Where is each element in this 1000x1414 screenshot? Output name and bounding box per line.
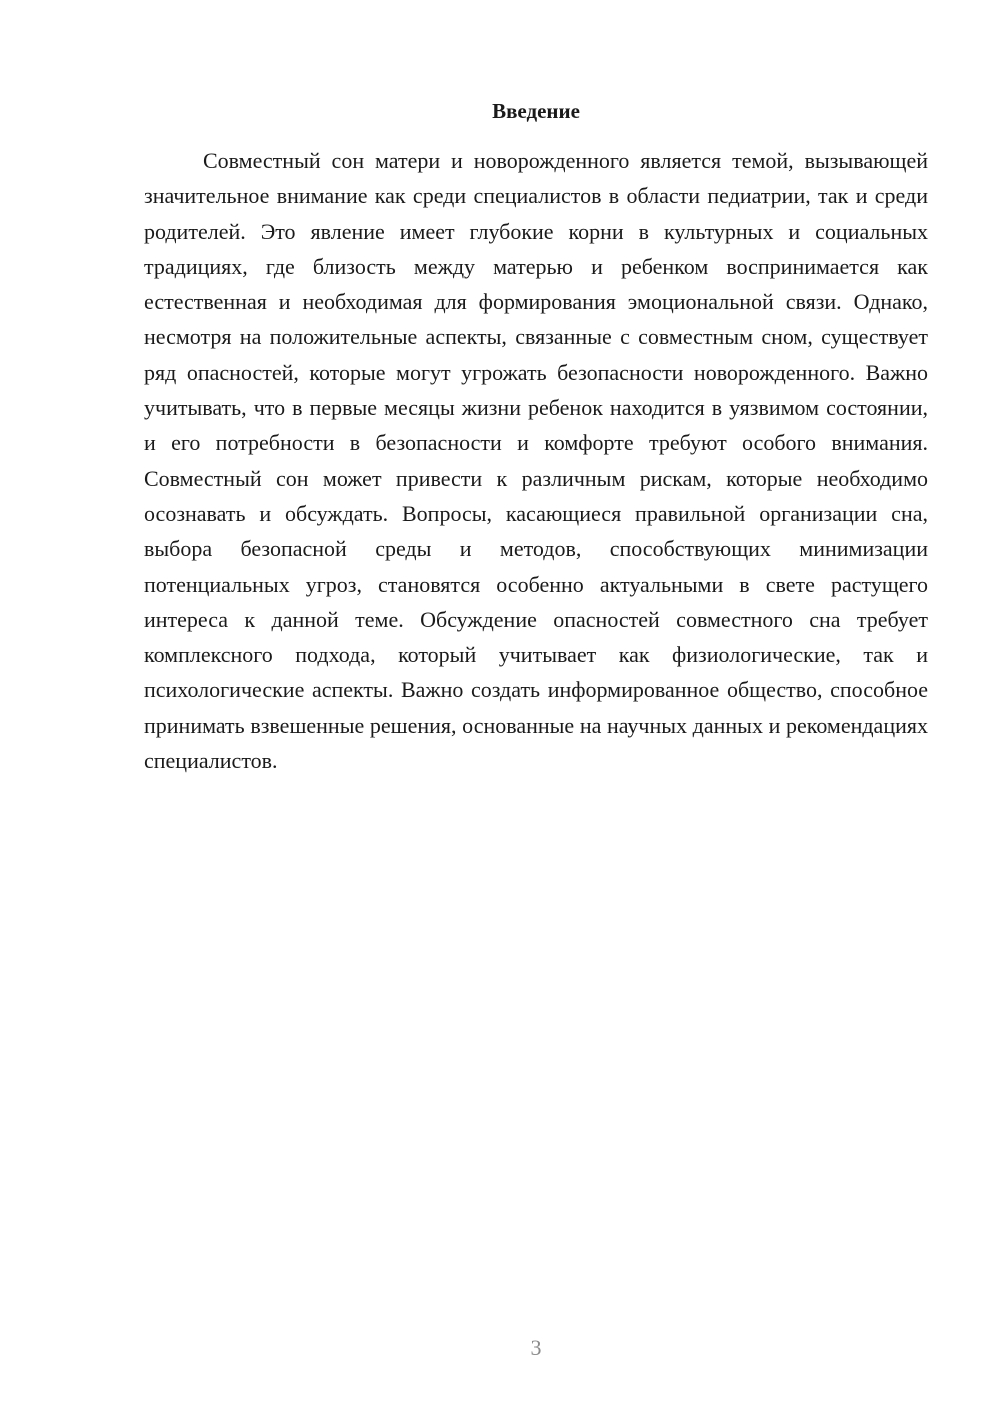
body-paragraph: Совместный сон матери и новорожденного является темой, вызывающей значительное внимание как среди специалистов в области педиатрии, так и среди родителей. Это явление имеет глубокие корни в культурных и социальных традициях, где близость между матерью и ребенком воспринимается как естественная и необходимая для формирования эмоциональной связи. Однако, несмотря на положительные аспекты, связанные с совместным сном, существует ряд опасностей, которые могут угрожать безопасности новорожденного. Важно учитывать, что в первые месяцы жизни ребенок находится в уязвимом состоянии, и его потребности в безопасности и комфорте требуют особого внимания. Совместный сон может привести к различным рискам, которые необходимо осознавать и обсуждать. Вопросы, касающиеся правильной организации сна, выбора безопасной среды и методов, способствующих минимизации потенциальных угроз, становятся особенно актуальными в свете растущего интереса к данной теме. Обсуждение опасностей совместного сна требует комплексного подхода, который учитывает как физиологические, так и психологические аспекты. Важно создать информированное общество, способное принимать взвешенные решения, основанные на научных данных и рекомендациях специалистов. [144,148,928,774]
section-title: Введение [492,99,580,123]
page-number: 3 [530,1335,542,1360]
